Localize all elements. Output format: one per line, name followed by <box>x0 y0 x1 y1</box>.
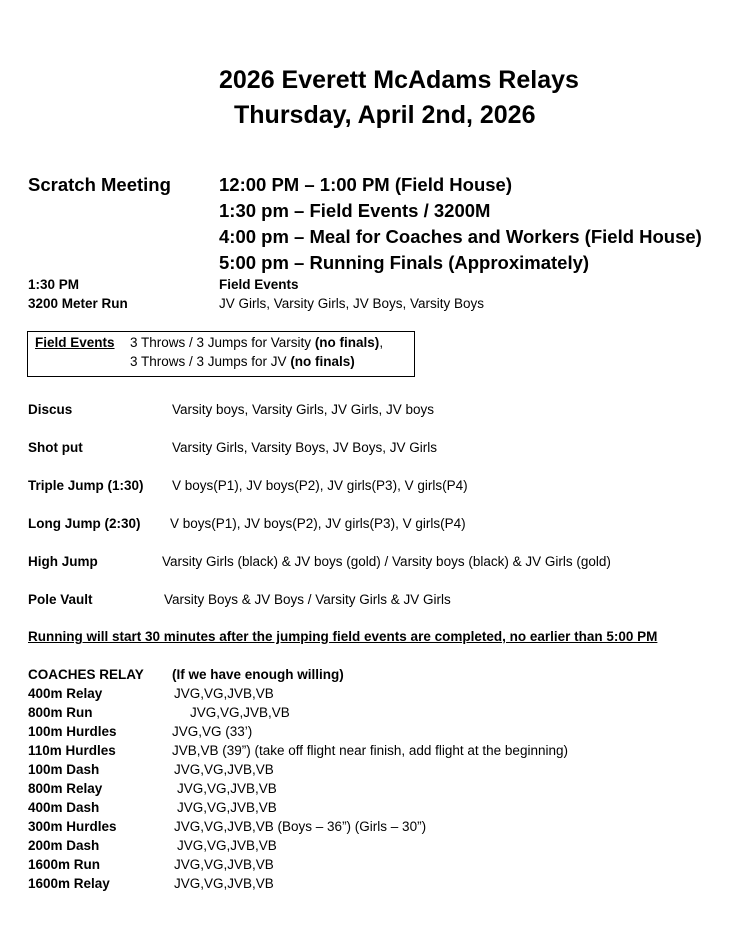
running-event-detail: JVG,VG,JVB,VB <box>174 876 274 891</box>
schedule-label: Scratch Meeting <box>28 174 171 195</box>
running-event-name: 200m Dash <box>28 838 100 853</box>
running-event-name: 1600m Run <box>28 857 101 872</box>
event-detail-shot-put: Varsity Girls, Varsity Boys, JV Boys, JV Girls <box>172 440 438 455</box>
running-event-detail: JVG,VG,JVB,VB <box>177 800 277 815</box>
running-event-name: 400m Relay <box>28 686 103 701</box>
start-row-label: 3200 Meter Run <box>28 296 128 311</box>
start-row-value: Field Events <box>219 277 299 292</box>
event-detail-long-jump: V boys(P1), JV boys(P2), JV girls(P3), V girls(P4) <box>170 516 466 531</box>
running-event-name: 110m Hurdles <box>28 743 116 758</box>
page-title: 2026 Everett McAdams Relays <box>219 66 579 94</box>
schedule-line: 5:00 pm – Running Finals (Approximately) <box>219 252 590 273</box>
running-event-name: 1600m Relay <box>28 876 110 891</box>
running-event-detail: JVG,VG,JVB,VB <box>177 838 277 853</box>
event-name-shot-put: Shot put <box>28 440 83 455</box>
page-subtitle-date: Thursday, April 2nd, 2026 <box>234 101 536 129</box>
event-name-long-jump: Long Jump (2:30) <box>28 516 141 531</box>
event-name-high-jump: High Jump <box>28 554 98 569</box>
field-events-varsity-end: , <box>379 335 384 350</box>
field-events-jv-line <box>130 354 355 369</box>
event-detail-pole-vault: Varsity Boys & JV Boys / Varsity Girls & JV Girls <box>164 592 451 607</box>
no-finals-varsity: (no finals) <box>314 335 380 350</box>
event-name-triple-jump: Triple Jump (1:30) <box>28 478 144 493</box>
event-detail-high-jump: Varsity Girls (black) & JV boys (gold) / Varsity boys (black) & JV Girls (gold) <box>162 554 611 569</box>
running-event-detail: JVG,VG,JVB,VB <box>174 857 274 872</box>
no-finals-jv: (no finals) <box>290 354 355 369</box>
field-events-varsity-text: 3 Throws / 3 Jumps for Varsity <box>130 335 315 350</box>
running-event-name: 800m Relay <box>28 781 103 796</box>
field-events-jv-text: 3 Throws / 3 Jumps for JV <box>130 354 291 369</box>
start-row-value: JV Girls, Varsity Girls, JV Boys, Varsity Boys <box>219 296 485 311</box>
running-event-name: 400m Dash <box>28 800 100 815</box>
running-event-name: 800m Run <box>28 705 93 720</box>
running-event-detail: JVG,VG,JVB,VB <box>174 762 274 777</box>
running-start-note: Running will start 30 minutes after the jumping field events are completed, no earlier than 5:00 PM <box>28 629 658 644</box>
running-event-detail: JVG,VG,JVB,VB <box>190 705 290 720</box>
running-event-name: 100m Hurdles <box>28 724 117 739</box>
running-event-name: 100m Dash <box>28 762 100 777</box>
field-events-box-label: Field Events <box>35 335 115 350</box>
schedule-line: 1:30 pm – Field Events / 3200M <box>219 200 491 221</box>
running-event-detail: JVG,VG,JVB,VB <box>174 686 274 701</box>
coaches-relay-label: COACHES RELAY <box>28 667 144 682</box>
running-event-detail: JVG,VG (33’) <box>172 724 253 739</box>
running-event-detail: JVG,VG,JVB,VB (Boys – 36”) (Girls – 30”) <box>174 819 427 834</box>
event-name-discus: Discus <box>28 402 73 417</box>
schedule-line: 4:00 pm – Meal for Coaches and Workers (Field House) <box>219 226 702 247</box>
start-row-label: 1:30 PM <box>28 277 80 292</box>
event-name-pole-vault: Pole Vault <box>28 592 93 607</box>
field-events-varsity-line <box>130 335 383 350</box>
running-event-name: 300m Hurdles <box>28 819 117 834</box>
coaches-relay-note: (If we have enough willing) <box>172 667 344 682</box>
running-event-detail: JVG,VG,JVB,VB <box>177 781 277 796</box>
event-detail-discus: Varsity boys, Varsity Girls, JV Girls, JV boys <box>172 402 435 417</box>
running-event-detail: JVB,VB (39”) (take off flight near finish, add flight at the beginning) <box>172 743 568 758</box>
schedule-line: 12:00 PM – 1:00 PM (Field House) <box>219 174 513 195</box>
event-detail-triple-jump: V boys(P1), JV boys(P2), JV girls(P3), V girls(P4) <box>172 478 468 493</box>
